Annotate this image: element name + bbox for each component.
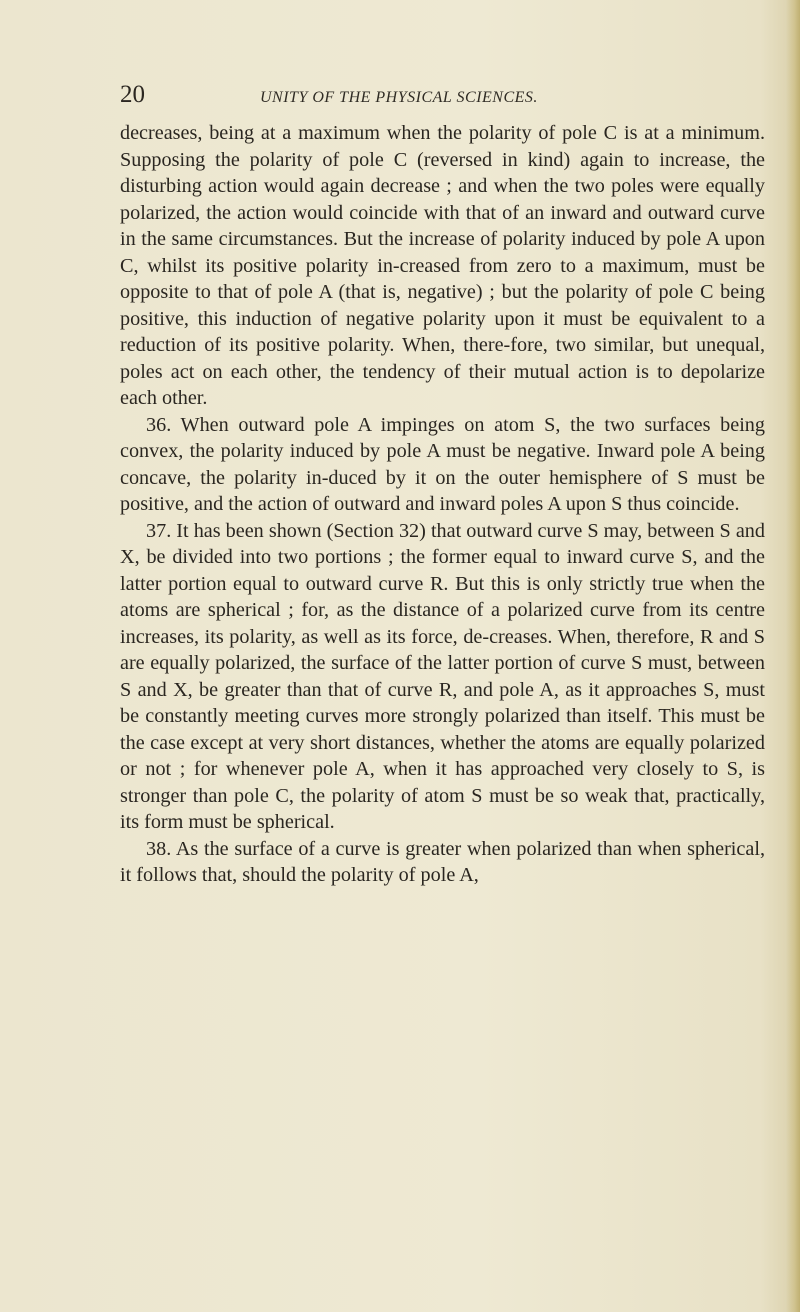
page-edge-shadow (786, 0, 800, 1312)
paragraph-section-37: 37. It has been shown (Section 32) that outward curve S may, between S and X, be divided into two portions ; the former equal to inward curve S, and the latter portion equal to outward curve R. But this is only strictly true when the atoms are spherical ; for, as the distance of a polarized curve from its centre increases, its polarity, as well as its force, de-creases. When, therefore, R and S are equally polarized, the surface of the latter portion of curve S must, between S and X, be greater than that of curve R, and pole A, as it approaches S, must be constantly meeting curves more strongly polarized than itself. This must be the case except at very short distances, whether the atoms are equally polarized or not ; for whenever pole A, when it has approached very closely to S, is stronger than pole C, the polarity of atom S must be so weak that, practically, its form must be spherical. (120, 519, 765, 833)
body-text (120, 120, 765, 889)
paragraph-section-38: 38. As the surface of a curve is greater when polarized than when spherical, it follows that, should the polarity of pole A, (120, 837, 765, 886)
page-header (120, 80, 760, 116)
page-number: 20 (120, 81, 145, 108)
running-head: UNITY OF THE PHYSICAL SCIENCES. (260, 89, 538, 106)
paragraph-section-36: 36. When outward pole A impinges on atom S, the two surfaces being convex, the polarity induced by pole A must be negative. Inward pole A being concave, the polarity in-duced by it on the outer hemisphere of S must be positive, and the action of outward and inward poles A upon S thus coincide. (120, 413, 765, 515)
paragraph-continued: decreases, being at a maximum when the polarity of pole C is at a minimum. Supposing the polarity of pole C (reversed in kind) again to increase, the disturbing action would again decrease ; and when the two poles were equally polarized, the action would coincide with that of an inward and outward curve in the same circumstances. But the increase of polarity induced by pole A upon C, whilst its positive polarity in-creased from zero to a maximum, must be opposite to that of pole A (that is, negative) ; but the polarity of pole C being positive, this induction of negative polarity upon it must be equivalent to a reduction of its positive polarity. When, there-fore, two similar, but unequal, poles act on each other, the tendency of their mutual action is to depolarize each other. (120, 122, 765, 409)
